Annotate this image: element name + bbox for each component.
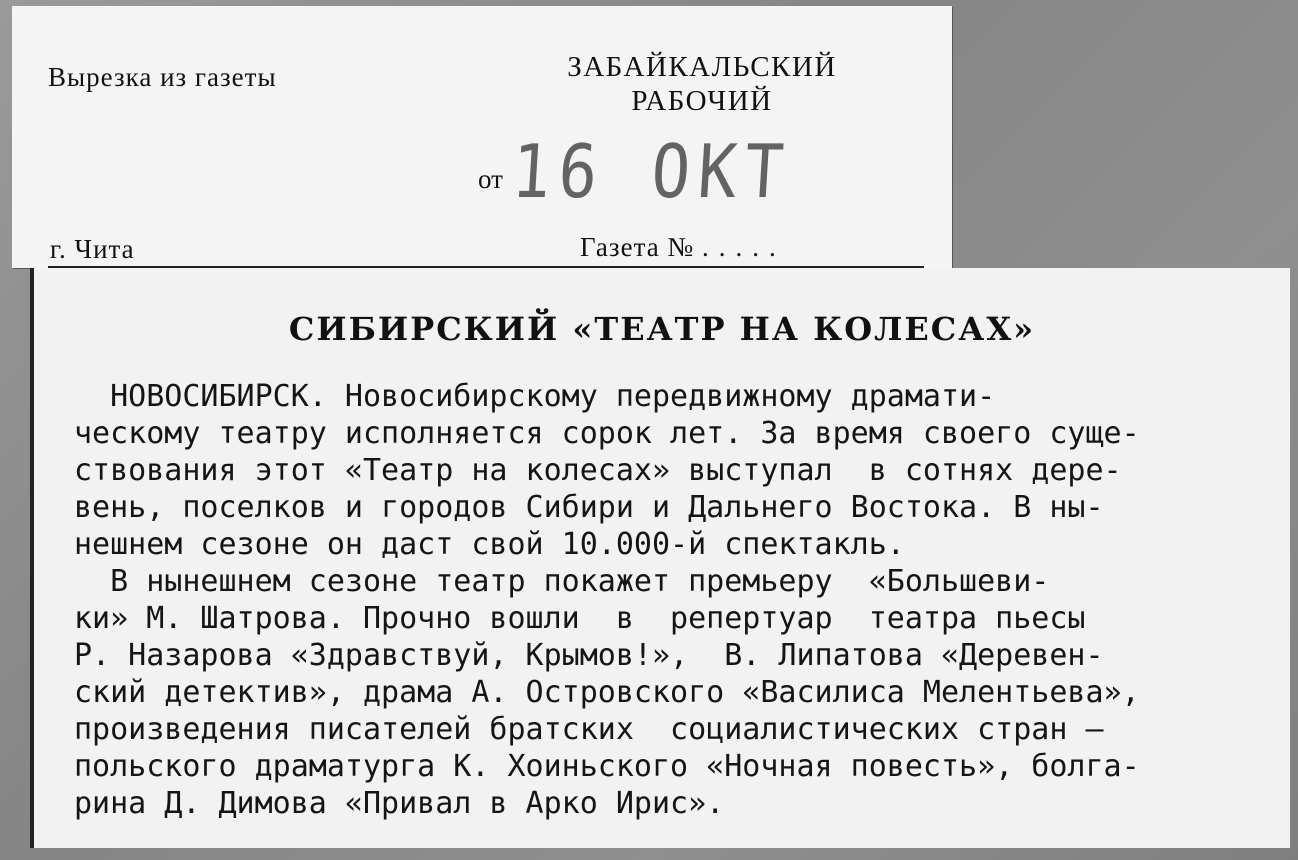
date-prefix: от [478, 164, 503, 194]
article-line: ческому театру исполняется сорок лет. За время своего суще- [74, 416, 1140, 451]
issue-label [580, 232, 786, 263]
newspaper-name-line1: ЗАБАЙКАЛЬСКИЙ [567, 51, 837, 83]
issue-dots: ..... [701, 232, 786, 262]
article-headline: СИБИРСКИЙ «ТЕАТР НА КОЛЕСАХ» [288, 310, 1036, 348]
city-label: г. Чита [50, 234, 135, 264]
article-line: произведения писателей братских социалистических стран — [74, 712, 1104, 747]
article-line: В нынешнем сезоне театр покажет премьеру «Большеви- [74, 564, 1050, 599]
clip-label: Вырезка из газеты [48, 62, 277, 92]
article-line: рина Д. Димова «Привал в Арко Ирис». [74, 786, 725, 821]
article-line: ский детектив», драма А. Островского «Василиса Мелентьева», [74, 675, 1140, 710]
newspaper-name-line2: РАБОЧИЙ [631, 85, 773, 117]
article-line: вень, поселков и городов Сибири и Дальнего Востока. В ны- [74, 490, 1104, 525]
article-line: нешнем сезоне он даст свой 10.000-й спектакль. [74, 527, 905, 562]
article-line: польского драматурга К. Хоиньского «Ночная повесть», болга- [74, 749, 1140, 784]
clipping-header-card [12, 6, 952, 268]
issue-label-text: Газета № [580, 232, 695, 262]
article-line: ствования этот «Театр на колесах» выступал в сотнях дере- [74, 453, 1122, 488]
date-stamp: 16 ОКТ [509, 130, 794, 216]
newspaper-name [492, 50, 912, 118]
article-body [74, 378, 1254, 822]
article-line: НОВОСИБИРСК. Новосибирскому передвижному драмати- [74, 379, 996, 414]
article-line: ки» М. Шатрова. Прочно вошли в репертуар театра пьесы [74, 601, 1086, 636]
article-line: Р. Назарова «Здравствуй, Крымов!», В. Липатова «Деревен- [74, 638, 1104, 673]
newspaper-clipping [30, 268, 1290, 848]
